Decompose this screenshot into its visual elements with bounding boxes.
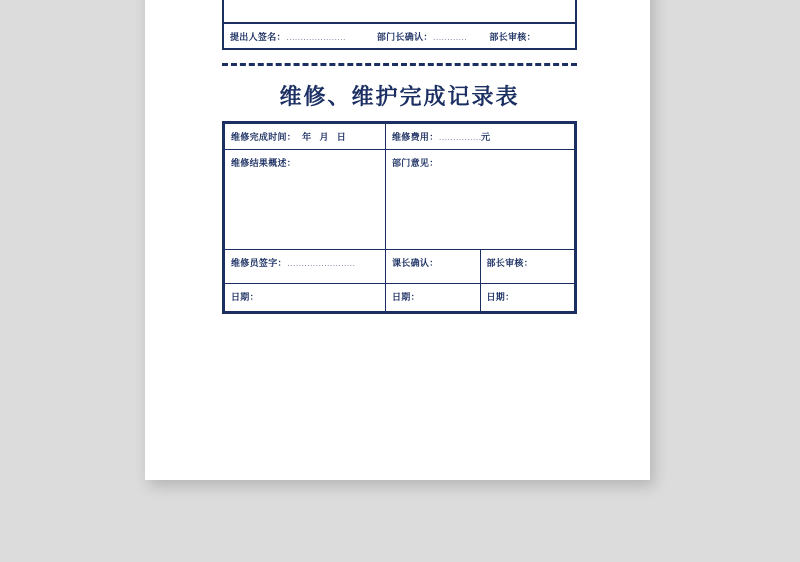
minister-review-cell[interactable] (483, 30, 575, 43)
table-row (225, 124, 575, 150)
department-opinion-label: 部门意见： (392, 158, 439, 168)
date-cell-2[interactable] (386, 284, 481, 312)
day-label: 日 (336, 132, 347, 142)
maintenance-completion-table (222, 121, 577, 314)
department-opinion-cell[interactable] (386, 150, 575, 250)
repair-result-cell[interactable] (225, 150, 386, 250)
date-label-3: 日期： (486, 292, 515, 302)
repairman-signature-label: 维修员签字： (231, 258, 287, 268)
proposer-signature-dots: ………………… (285, 31, 346, 42)
document-page (145, 0, 650, 480)
proposer-signature-cell[interactable] (224, 30, 371, 43)
dept-head-confirm-dots: ………… (432, 31, 467, 42)
section-leader-confirm-label: 课长确认： (392, 258, 439, 268)
date-cell-3[interactable] (480, 284, 575, 312)
repairman-signature-dots: …………………… (286, 258, 355, 268)
repair-fee-label: 维修费用： (392, 132, 439, 142)
page-title: 维修、维护完成记录表 (279, 84, 520, 109)
section-leader-confirm-cell[interactable] (386, 250, 481, 284)
repair-result-label: 维修结果概述： (231, 158, 297, 168)
repair-fee-unit: 元 (481, 132, 491, 142)
minister-review-cell-2[interactable] (480, 250, 575, 284)
previous-form-open-cell[interactable] (224, 0, 575, 22)
minister-review-label: 部长审核： (489, 31, 536, 42)
dept-head-confirm-label: 部门长确认： (376, 31, 433, 42)
table-row (225, 250, 575, 284)
date-label-1: 日期： (231, 292, 259, 302)
date-cell-1[interactable] (225, 284, 386, 312)
dashed-separator (222, 63, 577, 66)
previous-form-signature-row (224, 22, 575, 48)
document-body (145, 0, 650, 480)
month-label: 月 (319, 132, 329, 142)
complete-time-cell[interactable] (225, 124, 386, 150)
year-label: 年 (302, 132, 312, 142)
repairman-signature-cell[interactable] (225, 250, 386, 284)
previous-form-table (222, 0, 577, 50)
date-label-2: 日期： (392, 292, 420, 302)
table-row (225, 150, 575, 250)
table-row (225, 284, 575, 312)
dept-head-confirm-cell[interactable] (371, 30, 484, 43)
repair-fee-cell[interactable] (386, 124, 575, 150)
complete-time-label: 维修完成时间： (231, 132, 297, 142)
minister-review-label-2: 部长审核： (486, 258, 534, 268)
proposer-signature-label: 提出人签名： (230, 31, 286, 42)
repair-fee-dots: …………… (438, 132, 482, 142)
